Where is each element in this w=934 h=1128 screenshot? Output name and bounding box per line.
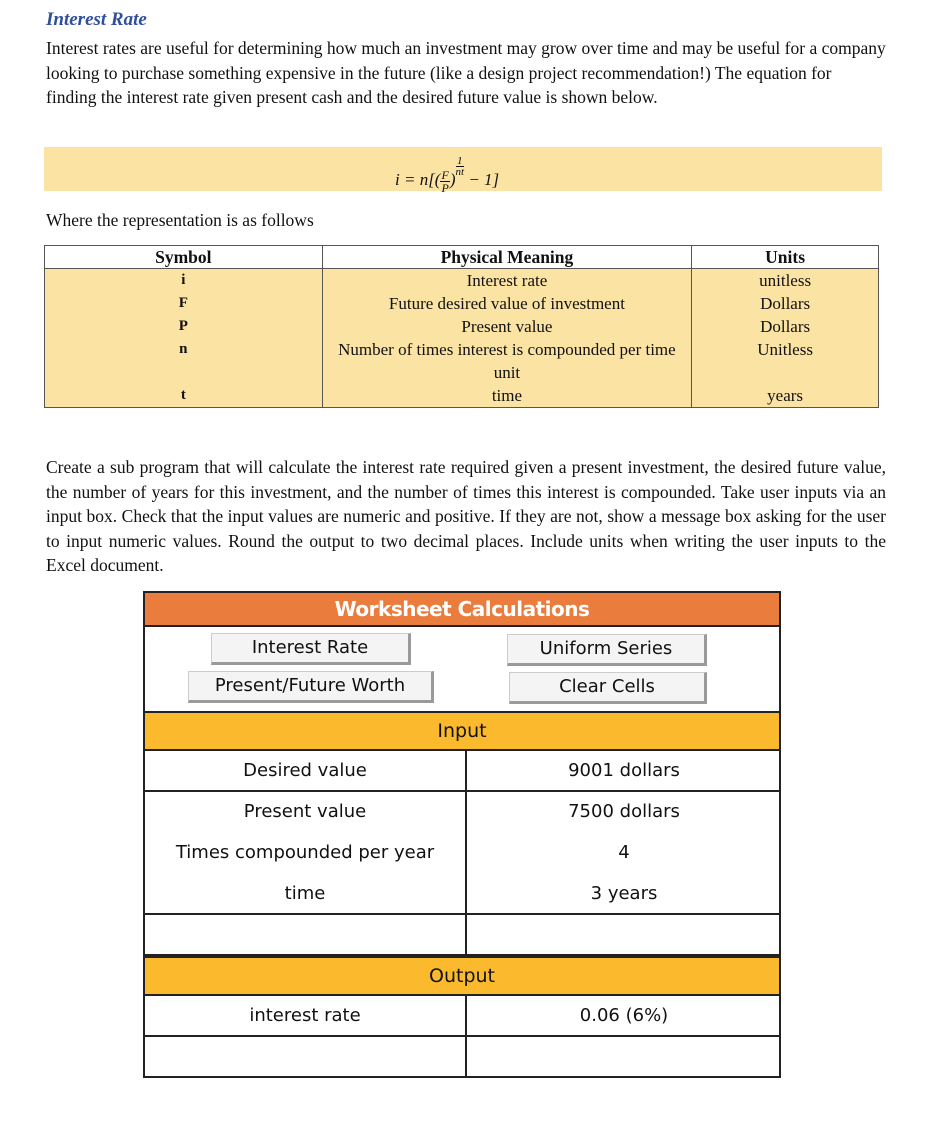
- clear-cells-button[interactable]: Clear Cells: [509, 672, 707, 704]
- intro-paragraph: Interest rates are useful for determining how much an investment may grow over time and may be useful for a company looking to purchase something expensive in the future (like a design project recommendation!) The equation for finding the interest rate given present cash and the desired future value is shown below.: [46, 38, 886, 107]
- table-symbol-cell: t: [45, 384, 323, 408]
- input-value[interactable]: 9001 dollars: [465, 751, 781, 790]
- representation-text: Where the representation is as follows: [46, 210, 314, 230]
- empty-cell[interactable]: [145, 1037, 465, 1076]
- button-area: [143, 627, 781, 711]
- table-units-cell: Dollars: [692, 315, 879, 338]
- input-section-header: Input: [143, 711, 781, 751]
- empty-cell[interactable]: [465, 1037, 781, 1076]
- task-paragraph: Create a sub program that will calculate the interest rate required given a present investment, the desired future value, the number of years for this investment, and the number of times this interest is compounded. Take user inputs via an input box. Check that the input values are numeric and positive. If they are not, show a message box asking for the user to input numeric values. Round the output to two decimal places. Include units when writing the user inputs to the Excel document.: [46, 457, 886, 575]
- uniform-series-button[interactable]: Uniform Series: [507, 634, 707, 666]
- empty-cell[interactable]: [465, 915, 781, 954]
- table-symbol-cell: P: [45, 315, 323, 338]
- input-row: [143, 833, 781, 874]
- col-header-symbol: Symbol: [45, 246, 323, 269]
- equation-close: ): [449, 170, 456, 189]
- input-label: Desired value: [243, 760, 367, 781]
- equation-frac-den: P: [441, 180, 449, 195]
- table-symbol-cell: n: [45, 338, 323, 384]
- symbol-table: [44, 245, 879, 408]
- table-units-cell: Unitless: [692, 338, 879, 384]
- col-header-meaning: Physical Meaning: [322, 246, 692, 269]
- worksheet-panel: [143, 591, 781, 1080]
- output-section-header: Output: [143, 956, 781, 996]
- equation-exp-num: 1: [457, 155, 463, 167]
- input-value[interactable]: 7500 dollars: [465, 792, 781, 833]
- empty-output-row: [143, 1037, 781, 1078]
- table-symbol-cell: F: [45, 292, 323, 315]
- equation-frac-num: F: [441, 167, 449, 182]
- interest-equation: [395, 156, 499, 194]
- equation-exponent: [456, 156, 465, 177]
- table-meaning-cell: time: [322, 384, 692, 408]
- input-row: [143, 792, 781, 833]
- table-meaning-cell: Present value: [322, 315, 692, 338]
- table-meaning-cell: Interest rate: [322, 269, 692, 293]
- col-header-units: Units: [692, 246, 879, 269]
- table-units-cell: unitless: [692, 269, 879, 293]
- present-future-worth-button[interactable]: Present/Future Worth: [188, 671, 434, 703]
- equation-tail: − 1]: [464, 170, 500, 189]
- equation-lhs: i = n[(: [395, 170, 441, 189]
- table-symbol-cell: i: [45, 269, 323, 293]
- output-label: interest rate: [249, 1005, 361, 1026]
- table-units-cell: years: [692, 384, 879, 408]
- interest-rate-button[interactable]: Interest Rate: [211, 633, 411, 665]
- input-label: Present value: [243, 801, 367, 822]
- output-value[interactable]: 0.06 (6%): [465, 996, 781, 1035]
- table-meaning-cell: Future desired value of investment: [322, 292, 692, 315]
- empty-input-row: [143, 915, 781, 956]
- section-heading: Interest Rate: [46, 9, 147, 30]
- empty-cell[interactable]: [145, 915, 465, 954]
- input-value[interactable]: 3 years: [465, 874, 781, 913]
- input-row: [143, 874, 781, 915]
- output-row: [143, 996, 781, 1037]
- table-meaning-cell: Number of times interest is compounded per time unit: [322, 338, 692, 384]
- input-label: Times compounded per year: [175, 842, 435, 863]
- input-label: time: [284, 883, 326, 904]
- input-row: [143, 751, 781, 792]
- worksheet-title: Worksheet Calculations: [143, 591, 781, 627]
- equation-exp-den: nt: [455, 166, 465, 178]
- equation-fraction: [440, 169, 449, 194]
- input-value[interactable]: 4: [465, 833, 781, 874]
- table-units-cell: Dollars: [692, 292, 879, 315]
